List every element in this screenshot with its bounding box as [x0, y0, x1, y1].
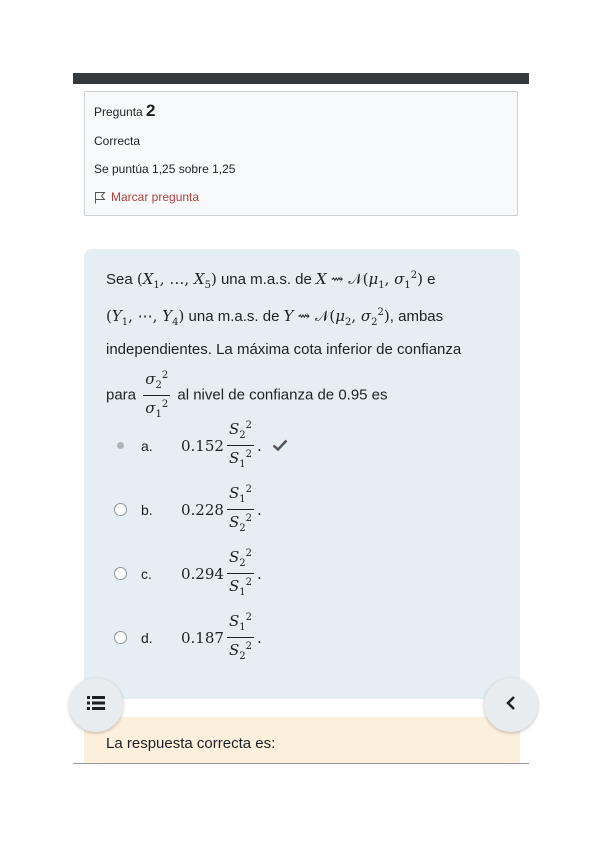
- answer-radio[interactable]: [114, 567, 127, 580]
- check-icon: [272, 437, 288, 455]
- option-value: 0.294 $\frac{S_2^2}{S_1^2}$ .: [181, 545, 262, 602]
- option-letter: d.: [141, 629, 153, 646]
- answer-option[interactable]: [114, 609, 262, 666]
- correct-answer-label: La respuesta correcta es:: [106, 735, 276, 752]
- answer-option[interactable]: [114, 481, 262, 538]
- flag-label: Marcar pregunta: [111, 190, 200, 204]
- option-value: 0.228 $\frac{S_1^2}{S_2^2}$ .: [181, 481, 262, 538]
- option-value: 0.187 $\frac{S_1^2}{S_2^2}$ .: [181, 609, 262, 666]
- question-grade: Se puntúa 1,25 sobre 1,25: [94, 162, 236, 176]
- option-letter: b.: [141, 501, 153, 518]
- question-info-panel: [84, 91, 518, 216]
- top-bar: [73, 73, 529, 84]
- question-card: [84, 249, 520, 699]
- option-coefficient: 0.187: [181, 628, 224, 647]
- option-coefficient: 0.152: [181, 436, 224, 455]
- option-letter: c.: [141, 565, 152, 582]
- question-nav-button[interactable]: [69, 678, 123, 732]
- list-icon: [87, 696, 105, 715]
- option-letter: a.: [141, 437, 153, 454]
- answer-radio[interactable]: [114, 631, 127, 644]
- flag-icon: [94, 191, 106, 204]
- answer-radio[interactable]: [117, 442, 124, 449]
- answer-radio[interactable]: [114, 503, 127, 516]
- answer-option[interactable]: [114, 545, 262, 602]
- flag-question-link[interactable]: [94, 190, 199, 204]
- option-value: 0.152 $\frac{S_2^2}{S_1^2}$ .: [181, 417, 288, 474]
- drawer-toggle-button[interactable]: [484, 678, 538, 732]
- option-coefficient: 0.294: [181, 564, 224, 583]
- question-state: Correcta: [94, 134, 141, 148]
- answer-option[interactable]: [114, 417, 288, 474]
- question-number: Pregunta 2: [94, 101, 156, 120]
- question-text: Sea ($X_1$, …, $X_5$) una m.a.s. de X ⇝ $𝒩(\mu_1$, $\sigma_1^2$) e ($Y_1$, ⋯, $Y_4$) una m.a.s. de Y ⇝ $𝒩(\mu_2$, $\sigma_2^2$), ambas independientes. La máxima cota inferior de confianza para $\frac{\sigma_2^2}{\sigma_1^2}$ al nivel de confianza de 0.95 es: [106, 270, 462, 420]
- option-coefficient: 0.228: [181, 500, 224, 519]
- chevron-left-icon: [506, 695, 516, 716]
